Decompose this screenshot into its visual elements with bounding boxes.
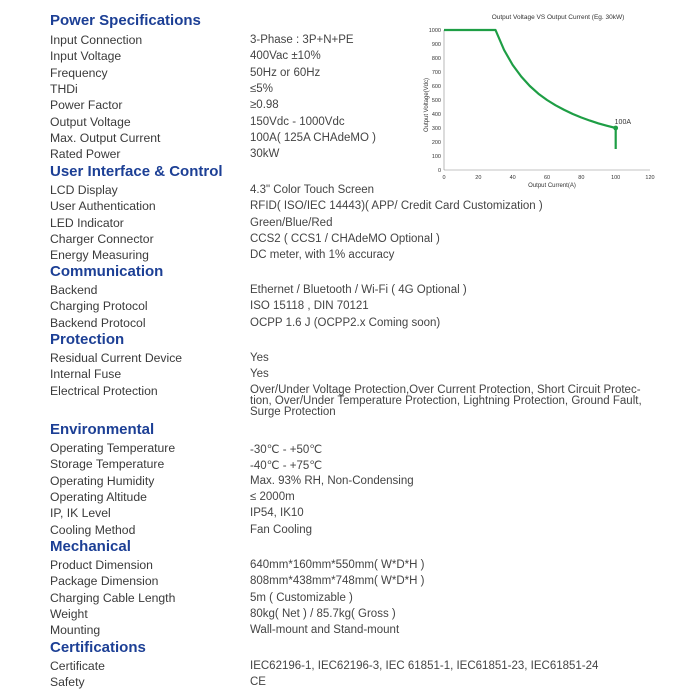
chart-y-tick-label: 800 xyxy=(431,56,441,62)
spec-label: Rated Power xyxy=(50,147,121,162)
spec-value: -30℃ - +50℃ xyxy=(250,444,323,456)
spec-label: User Authentication xyxy=(50,199,156,214)
spec-label: Output Voltage xyxy=(50,114,131,129)
chart-y-tick-label: 900 xyxy=(431,42,441,48)
spec-value: 3-Phase : 3P+N+PE xyxy=(250,34,354,46)
spec-value: IEC62196-1, IEC62196-3, IEC 61851-1, IEC61851-23, IEC61851-24 xyxy=(250,660,599,672)
spec-label: Operating Temperature xyxy=(50,441,176,455)
spec-value: -40℃ - +75℃ xyxy=(250,460,323,473)
spec-label: Energy Measuring xyxy=(50,248,149,263)
spec-label: Charger Connector xyxy=(50,231,154,246)
chart-y-tick-label: 300 xyxy=(431,126,441,132)
chart-y-tick-label: 600 xyxy=(431,84,441,90)
chart-x-tick-label: 120 xyxy=(645,175,655,181)
chart-y-tick-label: 400 xyxy=(431,112,441,118)
spec-value: Green/Blue/Red xyxy=(250,216,333,229)
spec-value: 4.3" Color Touch Screen xyxy=(250,184,375,196)
voltage-current-chart xyxy=(418,8,668,193)
chart-y-tick-label: 0 xyxy=(437,168,441,174)
spec-label: Product Dimension xyxy=(50,558,153,572)
chart-x-tick-label: 60 xyxy=(543,175,551,181)
spec-label: Backend xyxy=(50,283,98,297)
spec-value: CE xyxy=(250,676,266,689)
spec-value: 80kg( Net ) / 85.7kg( Gross ) xyxy=(250,607,396,620)
section-heading: Environmental xyxy=(50,421,155,438)
spec-label: Cooling Method xyxy=(50,522,136,537)
spec-value: CCS2 ( CCS1 / CHAdeMO Optional ) xyxy=(250,232,440,245)
spec-label: Backend Protocol xyxy=(50,315,146,330)
spec-label: Input Connection xyxy=(50,33,143,47)
spec-label: THDi xyxy=(50,81,78,96)
spec-value: DC meter, with 1% accuracy xyxy=(250,249,395,262)
spec-label: Mounting xyxy=(50,623,101,638)
chart-x-tick-label: 20 xyxy=(475,175,482,181)
spec-value: 50Hz or 60Hz xyxy=(250,66,321,79)
spec-value: 100A( 125A CHAdeMO ) xyxy=(250,131,376,144)
chart-annotation-label: 100A xyxy=(614,119,632,126)
spec-label: Internal Fuse xyxy=(50,367,122,382)
spec-label: Storage Temperature xyxy=(50,457,165,472)
spec-label: IP, IK Level xyxy=(50,506,111,521)
spec-label: Power Factor xyxy=(50,98,123,113)
chart-y-tick-label: 1000 xyxy=(428,28,441,34)
chart-title: Output Voltage VS Output Current (Eg. 30kW) xyxy=(491,14,625,21)
spec-label: Frequency xyxy=(50,65,108,80)
spec-label: Charging Cable Length xyxy=(50,590,176,605)
spec-label: Charging Protocol xyxy=(50,299,148,314)
spec-label: LCD Display xyxy=(50,183,118,197)
spec-label: Input Voltage xyxy=(50,49,122,64)
spec-label: Safety xyxy=(50,675,85,690)
spec-value: Max. 93% RH, Non-Condensing xyxy=(250,474,414,487)
section-heading: Power Specifications xyxy=(50,12,201,29)
spec-value: 30kW xyxy=(250,148,280,161)
chart-x-tick-label: 40 xyxy=(509,175,516,181)
spec-label: Operating Humidity xyxy=(50,473,155,488)
spec-label: Weight xyxy=(50,606,88,621)
chart-x-tick-label: 100 xyxy=(611,175,621,181)
section-heading: Protection xyxy=(50,331,125,348)
chart-x-tick-label: 0 xyxy=(442,175,446,181)
chart-x-tick-label: 80 xyxy=(578,175,585,181)
spec-value: IP54, IK10 xyxy=(250,507,304,520)
chart-x-axis-label: Output Current(A) xyxy=(528,183,576,189)
spec-label: Electrical Protection xyxy=(50,383,158,398)
spec-value: 640mm*160mm*550mm( W*D*H ) xyxy=(250,559,425,571)
spec-value: 5m ( Customizable ) xyxy=(250,591,353,604)
spec-value: Fan Cooling xyxy=(250,523,313,536)
spec-label: Certificate xyxy=(50,659,105,673)
spec-label: LED Indicator xyxy=(50,215,124,230)
spec-value: ISO 15118 , DIN 70121 xyxy=(250,300,369,313)
spec-label: Operating Altitude xyxy=(50,489,147,504)
spec-label: Package Dimension xyxy=(50,574,159,589)
section-heading: User Interface & Control xyxy=(50,163,223,180)
spec-value: 808mm*438mm*748mm( W*D*H ) xyxy=(250,575,425,588)
spec-value: Over/Under Voltage Protection,Over Current Protection, Short Circuit Protec-tion, Over/Under Temperature Protection, Lightning Protection, Ground Fault, Surge Protection xyxy=(250,383,642,418)
spec-value: ≥0.98 xyxy=(250,99,279,112)
spec-value: Ethernet / Bluetooth / Wi-Fi ( 4G Optional ) xyxy=(250,284,467,296)
spec-label: Max. Output Current xyxy=(50,130,161,145)
chart-y-tick-label: 200 xyxy=(431,140,441,146)
spec-value: OCPP 1.6 J (OCPP2.x Coming soon) xyxy=(250,316,441,329)
spec-value: Yes xyxy=(250,352,269,364)
spec-value: RFID( ISO/IEC 14443)( APP/ Credit Card Customization ) xyxy=(250,200,543,213)
chart-y-tick-label: 100 xyxy=(431,154,441,160)
spec-value: ≤ 2000m xyxy=(250,490,295,503)
chart-y-axis-label: Output Voltage(Vdc) xyxy=(424,77,430,133)
chart-data-point xyxy=(613,126,618,131)
spec-value: 150Vdc - 1000Vdc xyxy=(250,115,345,128)
chart-series-line xyxy=(444,30,616,149)
spec-value: ≤5% xyxy=(250,82,273,95)
chart-y-tick-label: 700 xyxy=(431,70,441,76)
spec-value: Yes xyxy=(250,368,269,381)
spec-label: Residual Current Device xyxy=(50,351,183,365)
section-heading: Mechanical xyxy=(50,538,131,555)
spec-value: 400Vac ±10% xyxy=(250,50,321,63)
section-heading: Certifications xyxy=(50,639,146,656)
spec-value: Wall-mount and Stand-mount xyxy=(250,624,400,637)
chart-y-tick-label: 500 xyxy=(431,98,441,104)
section-heading: Communication xyxy=(50,263,164,280)
